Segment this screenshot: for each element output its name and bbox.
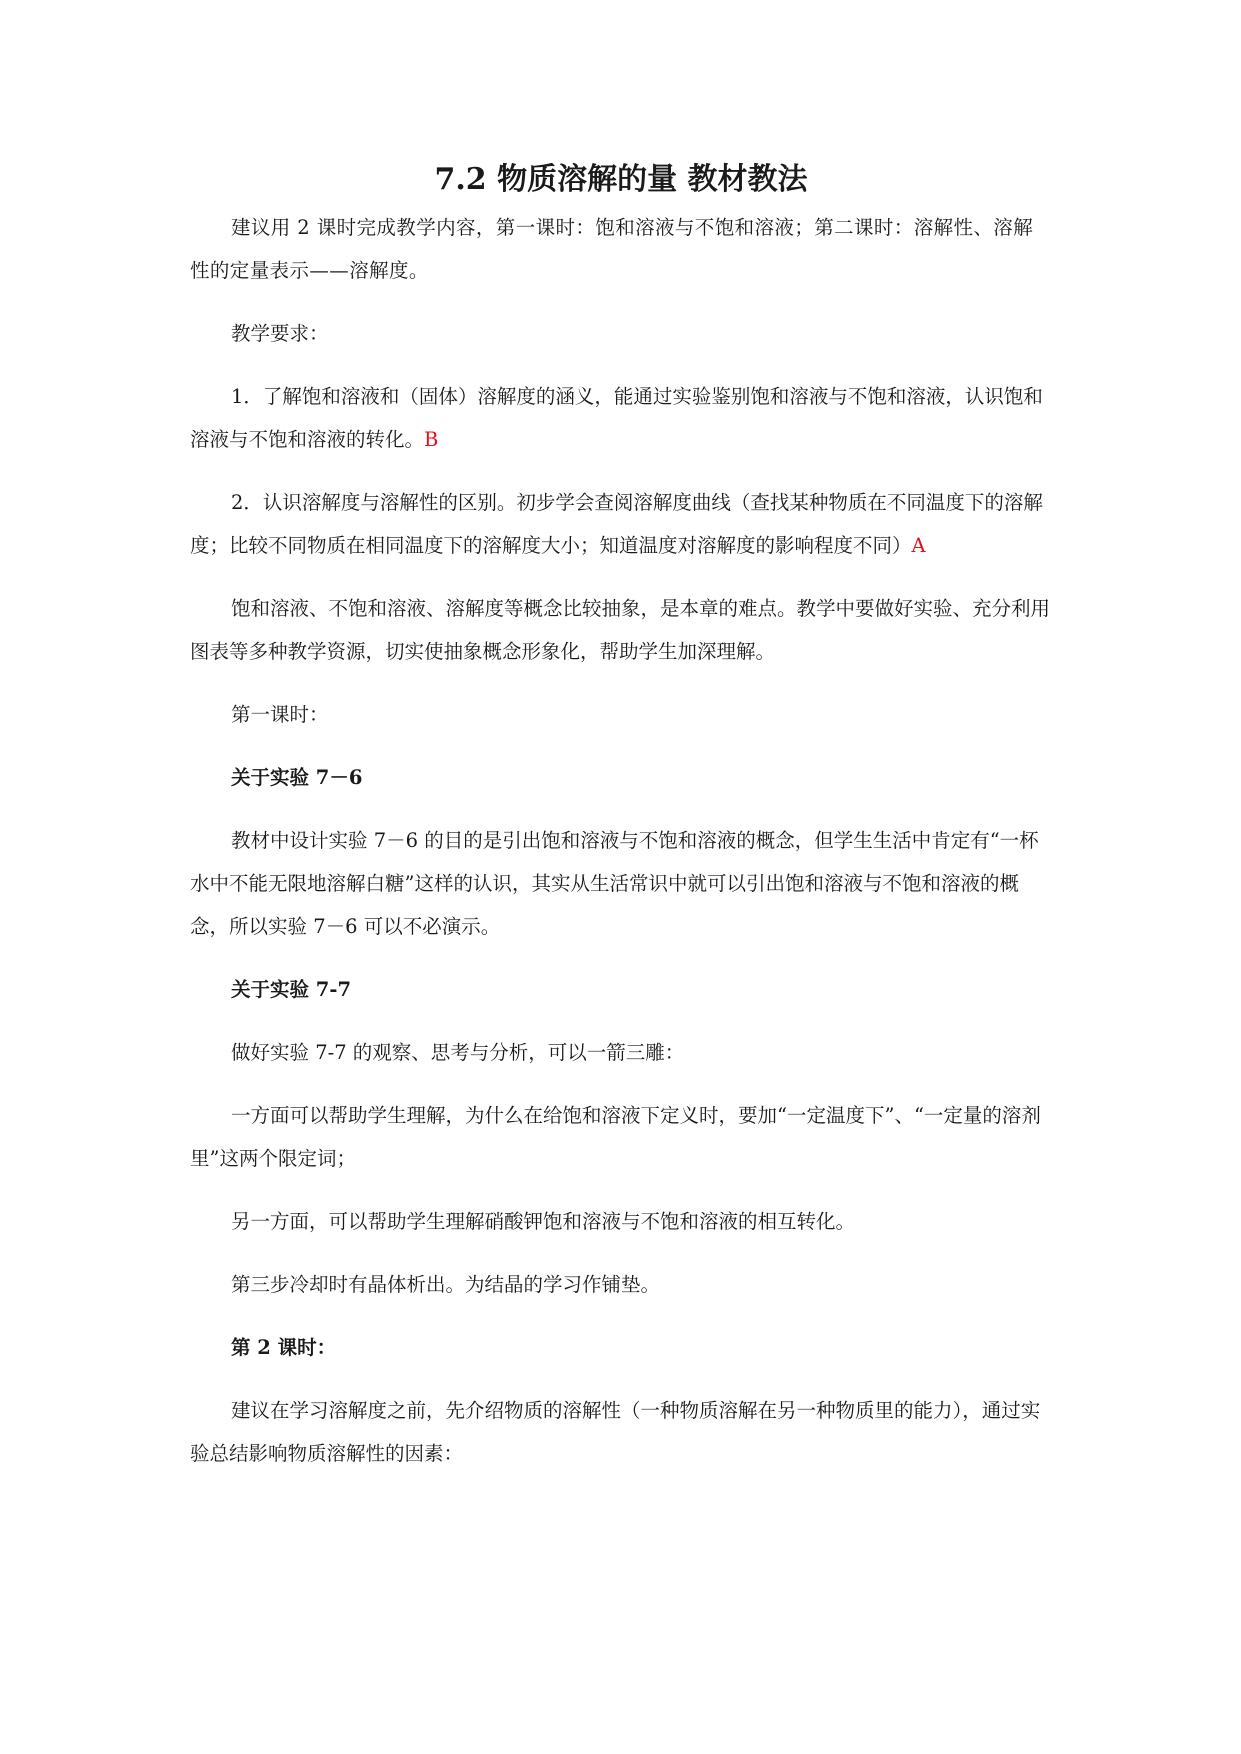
requirement-1-text: 1．了解饱和溶液和（固体）溶解度的涵义，能通过实验鉴别饱和溶液与不饱和溶液，认识饱和溶液与不饱和溶液的转化。 <box>190 385 1043 451</box>
experiment-7-7-point-1: 一方面可以帮助学生理解，为什么在给饱和溶液下定义时，要加“一定温度下”、“一定量的溶剂里”这两个限定词； <box>190 1104 1041 1170</box>
difficulty-note: 饱和溶液、不饱和溶液、溶解度等概念比较抽象，是本章的难点。教学中要做好实验、充分利用图表等多种教学资源，切实使抽象概念形象化，帮助学生加深理解。 <box>190 597 1051 663</box>
document-page <box>190 160 1052 1475</box>
intro-paragraph: 建议用 2 课时完成教学内容，第一课时：饱和溶液与不饱和溶液；第二课时：溶解性、溶解性的定量表示——溶解度。 <box>190 216 1034 282</box>
document-title: 7.2 物质溶解的量 教材教法 <box>434 162 808 197</box>
experiment-7-7-point-2: 另一方面，可以帮助学生理解硝酸钾饱和溶液与不饱和溶液的相互转化。 <box>231 1210 856 1233</box>
requirement-2-text: 2．认识溶解度与溶解性的区别。初步学会查阅溶解度曲线（查找某种物质在不同温度下的溶解度；比较不同物质在相同温度下的溶解度大小；知道温度对溶解度的影响程度不同） <box>190 491 1043 557</box>
experiment-7-7-heading: 关于实验 7-7 <box>231 978 352 1001</box>
lesson1-heading: 第一课时： <box>231 703 329 726</box>
requirements-heading: 教学要求： <box>231 322 329 345</box>
requirement-2 <box>190 481 1052 567</box>
experiment-7-6-text: 教材中设计实验 7－6 的目的是引出饱和溶液与不饱和溶液的概念，但学生生活中肯定有“一杯水中不能无限地溶解白糖”这样的认识，其实从生活常识中就可以引出饱和溶液与不饱和溶液的概念，所以实验 7－6 可以不必演示。 <box>190 829 1039 938</box>
requirement-1-level: B <box>424 428 439 451</box>
requirement-2-level: A <box>911 534 926 557</box>
lesson2-text: 建议在学习溶解度之前，先介绍物质的溶解性（一种物质溶解在另一种物质里的能力），通过实验总结影响物质溶解性的因素： <box>190 1399 1041 1465</box>
requirement-1 <box>190 375 1052 461</box>
lesson2-heading: 第 2 课时： <box>231 1336 337 1359</box>
experiment-7-6-heading: 关于实验 7－6 <box>231 766 363 789</box>
experiment-7-7-point-3: 第三步冷却时有晶体析出。为结晶的学习作铺垫。 <box>231 1273 661 1296</box>
experiment-7-7-intro: 做好实验 7-7 的观察、思考与分析，可以一箭三雕： <box>231 1041 685 1064</box>
